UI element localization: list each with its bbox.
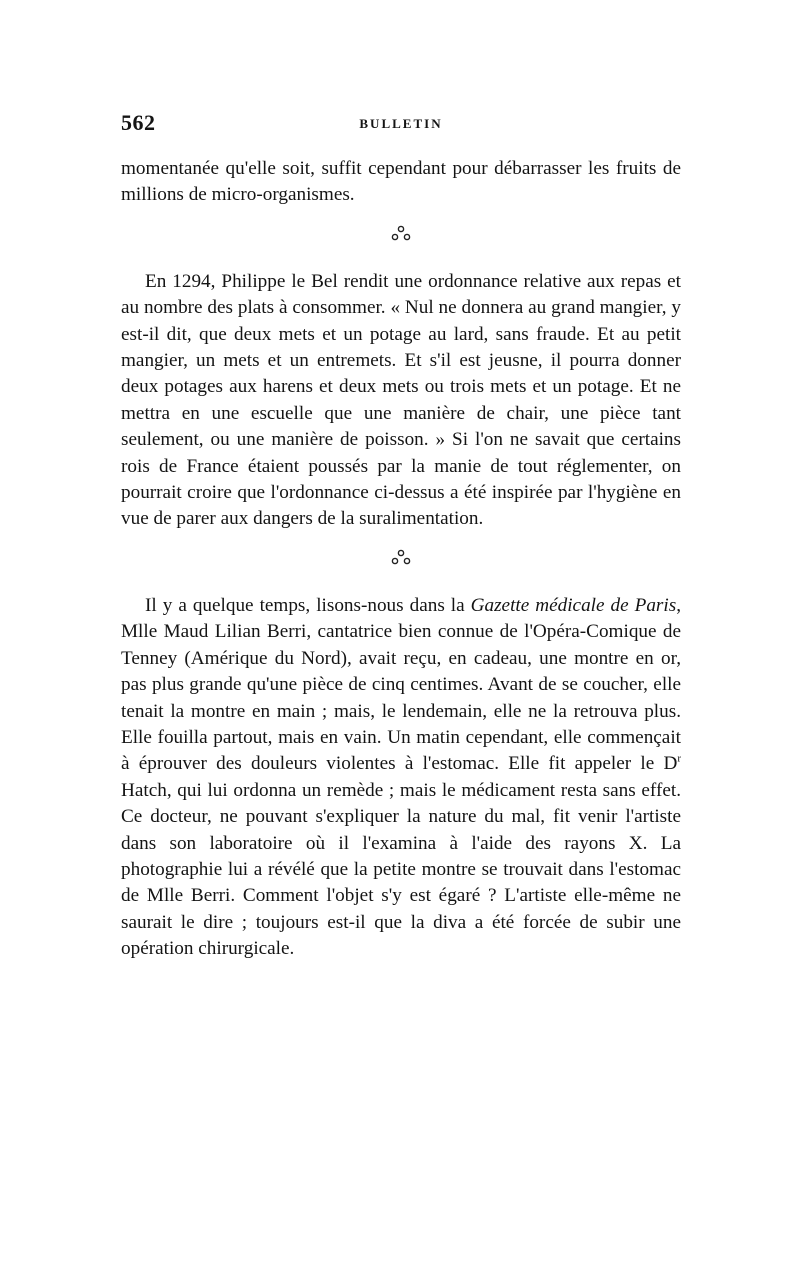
paragraph-continued: momentanée qu'elle soit, suffit cependant pour débarrasser les fruits de millions de micro-organismes. — [121, 158, 681, 206]
asterism-ornament-icon — [391, 225, 411, 243]
journal-citation: Gazette médicale de Paris — [470, 594, 677, 616]
doctor-abbrev-superscript: r — [677, 752, 681, 765]
asterism-ornament-icon — [391, 549, 411, 567]
paragraph-montre-intro: Il y a quelque temps, lisons-nous dans la — [145, 594, 471, 616]
page-number: 562 — [121, 110, 156, 135]
journal-title: BULLETIN — [359, 116, 443, 131]
book-page — [121, 110, 681, 963]
paragraph-montre-body-1: , Mlle Maud Lilian Berri, cantatrice bien connue de l'Opéra-Comique de Tenney (Amérique du Nord), avait reçu, en cadeau, une montre en or, pas plus grande qu'une pièce de cinq centimes. Avant de se coucher, elle tenait la montre en main ; mais, le lendemain, elle ne la retrouva plus. Elle fouilla partout, mais en vain. Un matin cependant, elle commençait à éprouver des douleurs violentes à l'estomac. Elle fit appeler le D — [121, 594, 681, 775]
section-separator-1 — [121, 209, 681, 269]
running-head — [121, 110, 681, 142]
paragraph-ordonnance: En 1294, Philippe le Bel rendit une ordonnance relative aux repas et au nombre des plats à consommer. « Nul ne donnera au grand mangier, y est-il dit, que deux mets et un potage au lard, sans fraude. Et au petit mangier, un mets et un entremets. Et s'il est jeusne, il pourra donner deux potages aux harens et deux mets ou trois mets et un potage. Et ne mettra en une escuelle que une manière de chair, une pièce tant seulement, ou une manière de poisson. » Si l'on ne savait que certains rois de France étaient poussés par la manie de tout réglementer, on pourrait croire que l'ordonnance ci-dessus a été inspirée par l'hygiène en vue de parer aux dangers de la suralimentation. — [121, 270, 681, 530]
paragraph-montre — [121, 593, 681, 963]
section-separator-2 — [121, 533, 681, 593]
paragraph-montre-body-2: Hatch, qui lui ordonna un remède ; mais le médicament resta sans effet. Ce docteur, ne pouvant s'expliquer la nature du mal, fit venir l'artiste dans son laboratoire où il l'examina à l'aide des rayons X. La photographie lui a révélé que la petite montre se trouvait dans l'estomac de Mlle Berri. Comment l'objet s'y est égaré ? L'artiste elle-même ne saurait le dire ; toujours est-il que la diva a été forcée de subir une opération chirurgicale. — [121, 779, 681, 960]
